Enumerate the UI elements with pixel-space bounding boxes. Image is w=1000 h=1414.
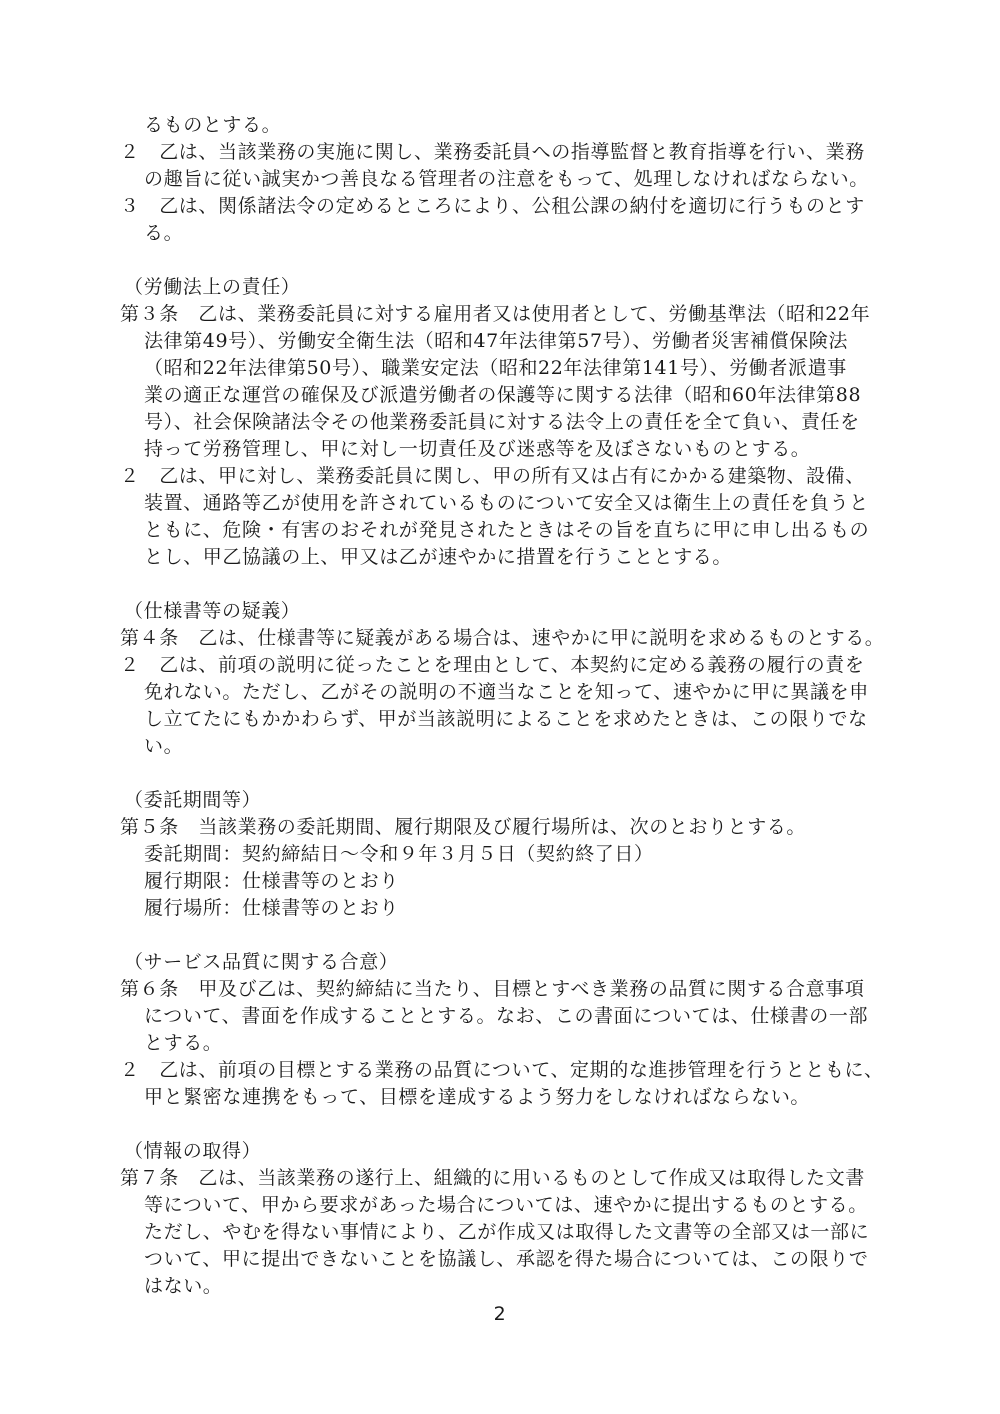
article-heading: （サービス品質に関する合意） (124, 951, 399, 973)
article-heading: （情報の取得） (124, 1140, 262, 1162)
clause-line: ２ 乙は、前項の目標とする業務の品質について、定期的な進捗管理を行うとともに、 (120, 1059, 884, 1081)
body-line: の趣旨に従い誠実かつ善良なる管理者の注意をもって、処理しなければならない。 (144, 168, 869, 190)
body-line: 持って労務管理し、甲に対し一切責任及び迷惑等を及ぼさないものとする。 (144, 438, 811, 460)
article-line: 第６条 甲及び乙は、契約締結に当たり、目標とすべき業務の品質に関する合意事項 (120, 978, 865, 1000)
term-line: 履行場所：仕様書等のとおり (144, 897, 399, 919)
body-line: はない。 (144, 1275, 223, 1297)
page-number: 2 (493, 1303, 507, 1325)
body-line: ともに、危険・有害のおそれが発見されたときはその旨を直ちに甲に申し出るもの (144, 519, 870, 541)
body-line: し立てたにもかかわらず、甲が当該説明によることを求めたときは、この限りでな (144, 708, 868, 730)
body-line: 甲と緊密な連携をもって、目標を達成するよう努力をしなければならない。 (144, 1086, 811, 1108)
body-line: ただし、やむを得ない事情により、乙が作成又は取得した文書等の全部又は一部に (144, 1221, 870, 1243)
clause-line: ２ 乙は、甲に対し、業務委託員に関し、甲の所有又は占有にかかる建築物、設備、 (120, 465, 865, 487)
clause-line: ３ 乙は、関係諸法令の定めるところにより、公租公課の納付を適切に行うものとす (120, 195, 865, 217)
clause-line: ２ 乙は、当該業務の実施に関し、業務委託員への指導監督と教育指導を行い、業務 (120, 141, 865, 163)
body-line: 業の適正な運営の確保及び派遣労働者の保護等に関する法律（昭和60年法律第88 (144, 384, 862, 406)
article-line: 第４条 乙は、仕様書等に疑義がある場合は、速やかに甲に説明を求めるものとする。 (120, 627, 885, 649)
article-heading: （仕様書等の疑義） (124, 600, 301, 622)
clause-line: ２ 乙は、前項の説明に従ったことを理由として、本契約に定める義務の履行の責を (120, 654, 865, 676)
body-line: 号）、社会保険諸法令その他業務委託員に対する法令上の責任を全て負い、責任を (144, 411, 860, 433)
body-line: とする。 (144, 1032, 223, 1054)
body-line: るものとする。 (144, 114, 282, 136)
body-line: について、書面を作成することとする。なお、この書面については、仕様書の一部 (144, 1005, 869, 1027)
body-line: 法律第49号）、労働安全衛生法（昭和47年法律第57号）、労働者災害補償保険法 (144, 330, 848, 352)
body-line: 免れない。ただし、乙がその説明の不適当なことを知って、速やかに甲に異議を申 (144, 681, 869, 703)
article-line: 第７条 乙は、当該業務の遂行上、組織的に用いるものとして作成又は取得した文書 (120, 1167, 865, 1189)
article-line: 第３条 乙は、業務委託員に対する雇用者又は使用者として、労働基準法（昭和22年 (120, 303, 871, 325)
body-line: る。 (144, 222, 184, 244)
article-heading: （労働法上の責任） (124, 276, 301, 298)
term-line: 委託期間：契約締結日～令和９年３月５日（契約終了日） (144, 843, 654, 865)
body-line: 等について、甲から要求があった場合については、速やかに提出するものとする。 (144, 1194, 868, 1216)
article-heading: （委託期間等） (124, 789, 262, 811)
article-line: 第５条 当該業務の委託期間、履行期限及び履行場所は、次のとおりとする。 (120, 816, 807, 838)
body-line: とし、甲乙協議の上、甲又は乙が速やかに措置を行うこととする。 (144, 546, 733, 568)
body-line: （昭和22年法律第50号）、職業安定法（昭和22年法律第141号）、労働者派遣事 (144, 357, 847, 379)
body-line: 装置、通路等乙が使用を許されているものについて安全又は衛生上の責任を負うと (144, 492, 869, 514)
term-line: 履行期限：仕様書等のとおり (144, 870, 399, 892)
document-body (120, 112, 892, 1300)
body-line: い。 (144, 735, 184, 757)
body-line: ついて、甲に提出できないことを協議し、承認を得た場合については、この限りで (144, 1248, 869, 1270)
